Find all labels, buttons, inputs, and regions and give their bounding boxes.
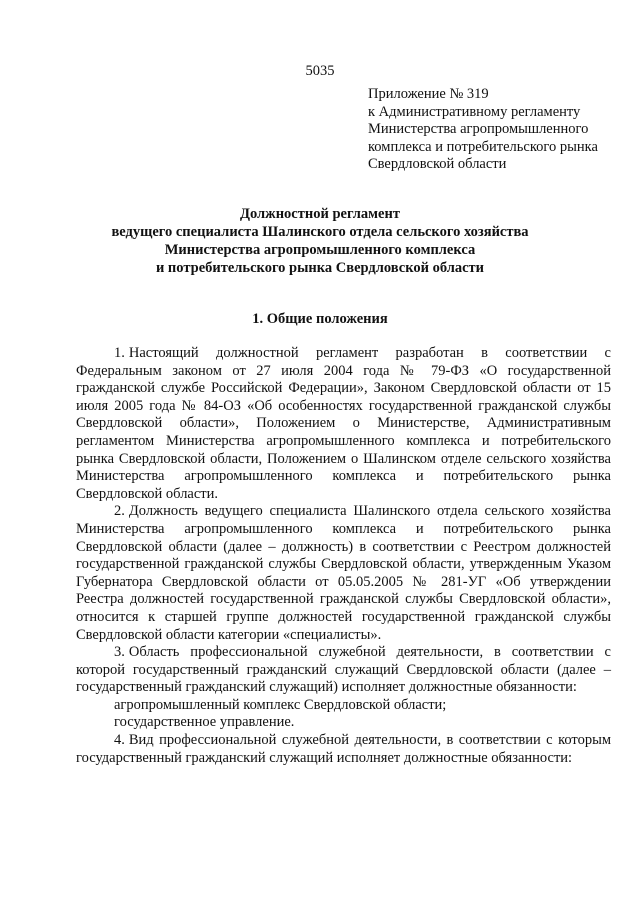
appendix-line: Министерства агропромышленного (368, 121, 589, 137)
paragraph-number: 3. (114, 644, 125, 661)
paragraph-number: 4. (114, 732, 125, 749)
paragraph-2 (76, 503, 611, 644)
list-item: государственное управление. (114, 714, 295, 731)
paragraph-text: Область профессиональной служебной деятельности, в соответствии с которой государственный гражданский служащий Свердловской области (далее – государственный гражданский служащий) исполняет должностные обязанности: (76, 644, 611, 696)
appendix-line: Свердловской области (368, 156, 507, 172)
document-title (0, 205, 640, 277)
paragraph-4 (76, 732, 611, 767)
appendix-line: Приложение № 319 (368, 86, 489, 102)
list-item: агропромышленный комплекс Свердловской области; (114, 696, 447, 713)
appendix-line: к Административному регламенту (368, 103, 581, 120)
title-line: Должностной регламент (240, 206, 400, 222)
appendix-block (368, 86, 598, 174)
paragraph-1 (76, 345, 611, 503)
section-heading: 1. Общие положения (252, 311, 388, 327)
paragraph-text: Настоящий должностной регламент разработан в соответствии с Федеральным законом от 27 июля 2004 года № 79-ФЗ «О государственной гражданской службе Российской Федерации», Законом Свердловской области от 15 июля 2005 года № 84-ОЗ «Об особенностях государственной гражданской службы Свердловской области», Положением о Министерстве, Административным регламентом Министерства агропромышленного комплекса и потребительского рынка Свердловской области, Положением о Шалинском отделе сельского хозяйства Министерства агропромышленного комплекса и потребительского рынка Свердловской области. (76, 345, 611, 502)
paragraph-text: Вид профессиональной служебной деятельности, в соответствии с которым государственный гражданский служащий исполняет должностные обязанности: (76, 732, 611, 766)
paragraph-number: 1. (114, 345, 125, 361)
title-line: ведущего специалиста Шалинского отдела сельского хозяйства (111, 224, 529, 240)
appendix-line: комплекса и потребительского рынка (368, 138, 598, 155)
document-body (76, 345, 611, 767)
page-number: 5035 (305, 63, 335, 79)
paragraph-number: 2. (114, 503, 125, 520)
paragraph-3 (76, 644, 611, 697)
paragraph-text: Должность ведущего специалиста Шалинского отдела сельского хозяйства Министерства агропромышленного комплекса и потребительского рынка Свердловской области (далее – должность) в соответствии с Реестром должностей государственной гражданской службы Свердловской области, утвержденным Указом Губернатора Свердловской области от 05.05.2005 № 281-УГ «Об утверждении Реестра должностей государственной гражданской службы Свердловской области», относится к старшей группе должностей государственной гражданской службы Свердловской области категории «специалисты». (76, 503, 611, 643)
title-line: и потребительского рынка Свердловской области (155, 260, 485, 276)
title-line: Министерства агропромышленного комплекса (164, 242, 476, 258)
